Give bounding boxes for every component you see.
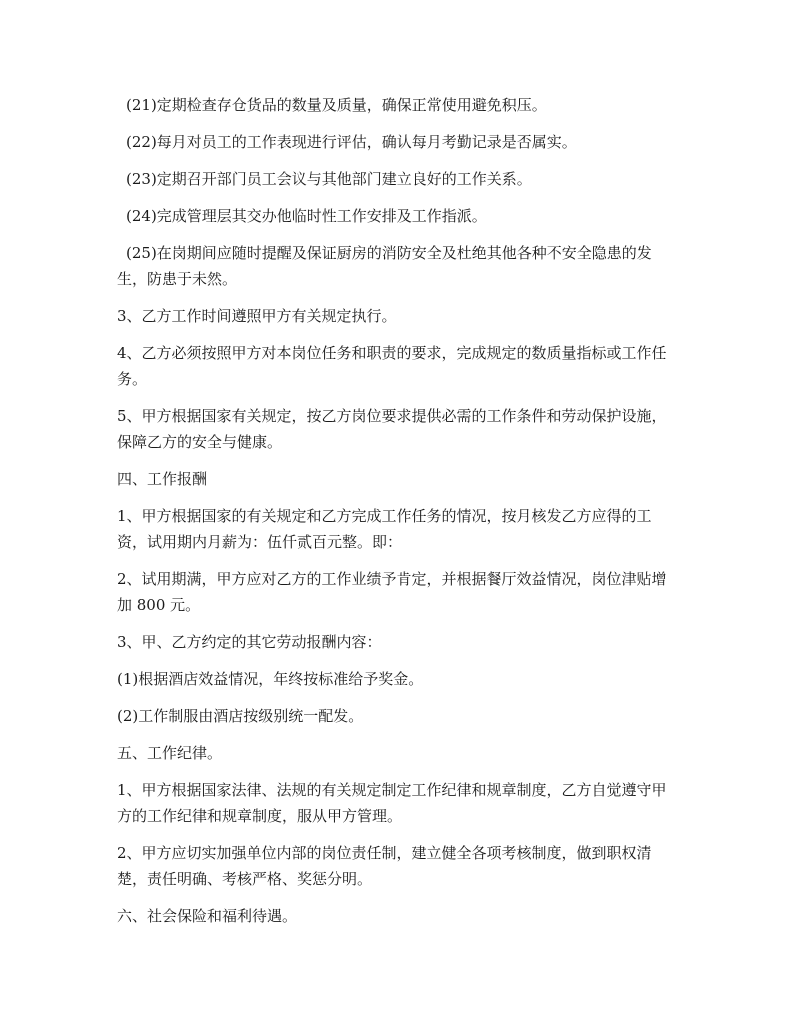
paragraph-compensation-3: 3、甲、乙方约定的其它劳动报酬内容： <box>117 633 382 651</box>
paragraph-compensation-2: 2、试用期满，甲方应对乙方的工作业绩予肯定，并根据餐厅效益情况，岗位津贴增加 800 元。 <box>117 570 667 614</box>
paragraph-item-24: (24)完成管理层其交办他临时性工作安排及工作指派。 <box>126 207 487 225</box>
section-heading-compensation: 四、工作报酬 <box>117 470 208 488</box>
paragraph-item-22: (22)每月对员工的工作表现进行评估，确认每月考勤记录是否属实。 <box>126 133 577 151</box>
section-heading-discipline: 五、工作纪律。 <box>117 744 223 762</box>
document-body <box>117 92 679 940</box>
paragraph-clause-5: 5、甲方根据国家有关规定，按乙方岗位要求提供必需的工作条件和劳动保护设施，保障乙方的安全与健康。 <box>117 407 667 451</box>
section-heading-insurance: 六、社会保险和福利待遇。 <box>117 907 298 925</box>
paragraph-compensation-1: 1、甲方根据国家的有关规定和乙方完成工作任务的情况，按月核发乙方应得的工资，试用期内月薪为：伍仟贰百元整。即： <box>117 507 652 551</box>
paragraph-discipline-1: 1、甲方根据国家法律、法规的有关规定制定工作纪律和规章制度，乙方自觉遵守甲方的工作纪律和规章制度，服从甲方管理。 <box>117 781 667 825</box>
paragraph-item-23: (23)定期召开部门员工会议与其他部门建立良好的工作关系。 <box>126 170 532 188</box>
paragraph-compensation-sub-2: (2)工作制服由酒店按级别统一配发。 <box>117 707 364 725</box>
paragraph-clause-4: 4、乙方必须按照甲方对本岗位任务和职责的要求，完成规定的数质量指标或工作任务。 <box>117 344 667 388</box>
paragraph-item-25: (25)在岗期间应随时提醒及保证厨房的消防安全及杜绝其他各种不安全隐患的发生，防患于未然。 <box>117 244 652 288</box>
paragraph-clause-3: 3、乙方工作时间遵照甲方有关规定执行。 <box>117 307 397 325</box>
paragraph-item-21: (21)定期检查存仓货品的数量及质量，确保正常使用避免积压。 <box>126 96 547 114</box>
paragraph-compensation-sub-1: (1)根据酒店效益情况，年终按标准给予奖金。 <box>117 670 424 688</box>
paragraph-discipline-2: 2、甲方应切实加强单位内部的岗位责任制，建立健全各项考核制度，做到职权清楚，责任明确、考核严格、奖惩分明。 <box>117 844 652 888</box>
